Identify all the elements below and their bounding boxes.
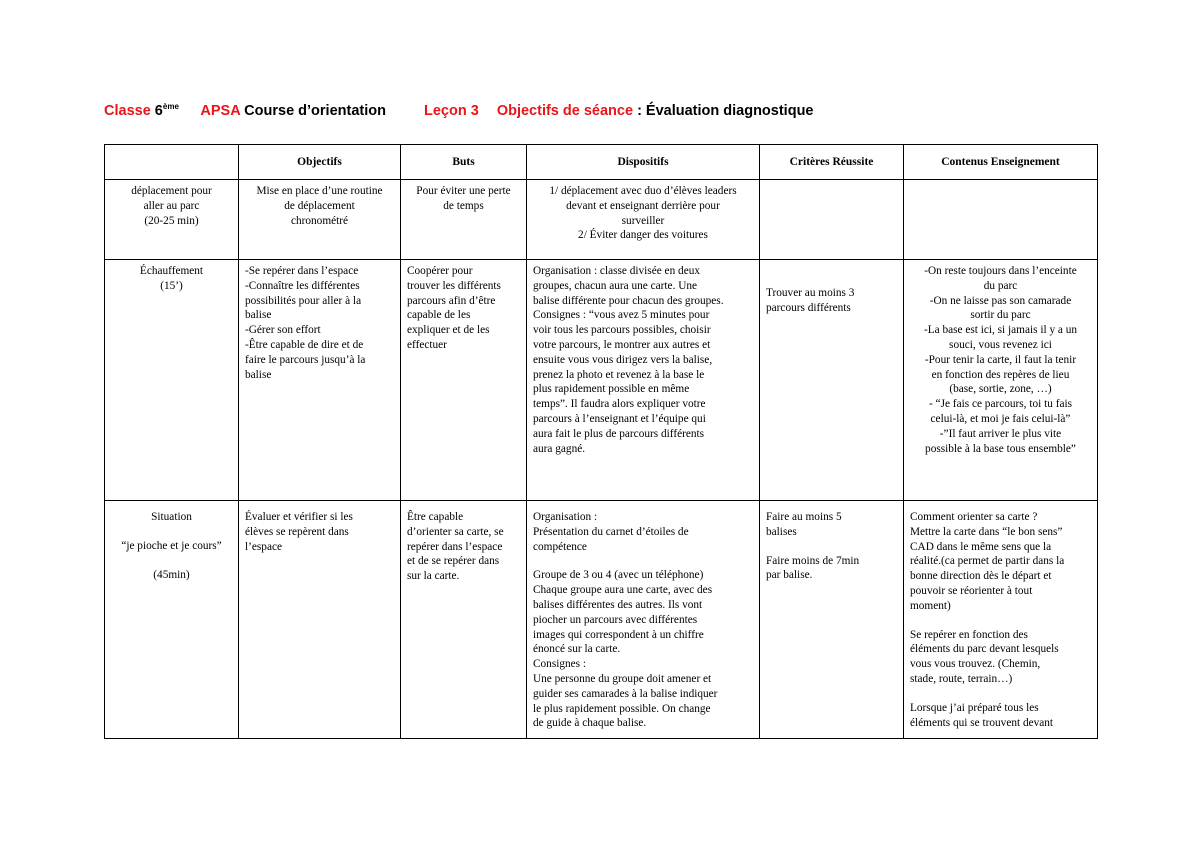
- table-row: [105, 501, 1098, 739]
- cell-line: temps”. Il faudra alors expliquer votre: [533, 398, 706, 411]
- cell: [401, 501, 527, 739]
- cell-line: éléments qui se trouvent devant: [910, 716, 1054, 729]
- cell-line: groupes, chacun aura une carte. Une: [533, 279, 698, 292]
- cell-line: éléments du parc devant lesquels: [910, 643, 1059, 656]
- cell: [105, 260, 239, 501]
- cell-line: “je pioche et je cours”: [121, 539, 222, 552]
- cell-line: -Pour tenir la carte, il faut la tenir: [924, 353, 1077, 366]
- cell-line: par balise.: [766, 569, 813, 582]
- cell-line: de déplacement: [284, 199, 355, 212]
- cell-line: élèves se repèrent dans: [245, 525, 349, 538]
- cell-line: souci, vous revenez ici: [949, 338, 1052, 351]
- cell: [904, 260, 1098, 501]
- cell-line: balise différente pour chacun des groupes.: [533, 294, 724, 307]
- cell-line: d’orienter sa carte, se: [407, 525, 504, 538]
- cell-line: possible à la base tous ensemble”: [925, 442, 1076, 455]
- header-dispositifs: Dispositifs: [527, 145, 760, 180]
- cell-line: bonne direction dès le départ et: [910, 570, 1052, 583]
- line-spacer: [111, 525, 232, 539]
- cell-line: (base, sortie, zone, …): [949, 383, 1052, 396]
- cell-line: piocher un parcours avec différentes: [533, 613, 698, 626]
- cell-line: en fonction des repères de lieu: [931, 368, 1070, 381]
- cell-line: balises: [766, 525, 797, 538]
- cell-line: énoncé sur la carte.: [533, 643, 621, 656]
- classe-superscript: ème: [162, 102, 179, 111]
- line-spacer: [766, 540, 897, 554]
- cell-line: -On reste toujours dans l’enceinte: [924, 265, 1077, 277]
- cell-line: guider ses camarades à la balise indiquer: [533, 687, 718, 700]
- cell-line: votre parcours, le montrer aux autres et: [533, 338, 711, 351]
- cell: [401, 260, 527, 501]
- cell-line: l’espace: [245, 540, 283, 553]
- cell-line: balise: [245, 309, 272, 322]
- cell-line: Comment orienter sa carte ?: [910, 511, 1038, 523]
- header-buts: Buts: [401, 145, 527, 180]
- cell-line: - “Je fais ce parcours, toi tu fais: [928, 398, 1073, 411]
- cell-line: expliquer et de les: [407, 324, 490, 337]
- cell-line: -On ne laisse pas son camarade: [929, 294, 1072, 307]
- cell-line: (15’): [160, 279, 183, 292]
- cell-line: moment): [910, 599, 951, 612]
- cell: [904, 180, 1098, 260]
- cell-line: -Gérer son effort: [245, 324, 321, 337]
- cell-line: Mettre la carte dans “le bon sens”: [910, 525, 1063, 538]
- cell: [527, 180, 760, 260]
- cell-line: prenez la photo et revenez à la base le: [533, 368, 705, 381]
- cell-line: voir tous les parcours possibles, choisir: [533, 324, 711, 337]
- cell-line: effectuer: [407, 338, 447, 351]
- table-row: [105, 180, 1098, 260]
- cell-line: -”Il faut arriver le plus vite: [939, 427, 1062, 440]
- lecon-label: Leçon 3: [424, 103, 479, 119]
- header-criteres: Critères Réussite: [760, 145, 904, 180]
- cell-line: (20-25 min): [144, 214, 199, 227]
- cell-line: aller au parc: [143, 199, 200, 212]
- cell-line: trouver les différents: [407, 279, 501, 292]
- cell-line: du parc: [983, 279, 1018, 292]
- cell-line: réalité.(ca permet de partir dans la: [910, 555, 1065, 568]
- cell-line: chronométré: [290, 214, 349, 227]
- cell: [105, 501, 239, 739]
- cell-line: 2/ Éviter danger des voitures: [578, 229, 708, 242]
- cell-line: Trouver au moins 3: [766, 287, 855, 299]
- apsa-label: APSA: [200, 103, 241, 119]
- cell-line: sur la carte.: [407, 570, 460, 583]
- cell-line: -Être capable de dire et de: [245, 338, 364, 351]
- cell-line: parcours afin d’être: [407, 294, 496, 307]
- line-spacer: [910, 687, 1091, 701]
- cell-line: Pour éviter une perte: [416, 185, 511, 197]
- line-spacer: [910, 614, 1091, 628]
- cell-line: le plus rapidement possible. On change: [533, 702, 711, 715]
- cell-line: parcours différents: [766, 301, 851, 314]
- cell: [105, 180, 239, 260]
- cell-line: Faire au moins 5: [766, 511, 842, 523]
- cell-line: plus rapidement possible en même: [533, 383, 690, 396]
- cell-line: Faire moins de 7min: [766, 554, 860, 567]
- line-spacer: [533, 554, 753, 568]
- cell-line: Lorsque j’ai préparé tous les: [910, 701, 1039, 714]
- cell-line: pouvoir se réorienter à tout: [910, 584, 1033, 597]
- cell: [760, 180, 904, 260]
- header-objectifs: Objectifs: [239, 145, 401, 180]
- cell-line: 1/ déplacement avec duo d’élèves leaders: [549, 185, 737, 197]
- cell-line: déplacement pour: [131, 185, 212, 197]
- cell-line: -La base est ici, si jamais il y a un: [923, 324, 1078, 337]
- cell-line: Organisation : classe divisée en deux: [533, 265, 701, 277]
- cell-line: Échauffement: [139, 265, 204, 277]
- cell: [760, 260, 904, 501]
- cell-line: Consignes : “vous avez 5 minutes pour: [533, 309, 710, 322]
- cell: [527, 260, 760, 501]
- cell-line: Mise en place d’une routine: [256, 185, 383, 197]
- cell-line: possibilités pour aller à la: [245, 294, 362, 307]
- header-empty: [105, 145, 239, 180]
- cell: [239, 501, 401, 739]
- cell-line: aura fait le plus de parcours différents: [533, 427, 705, 440]
- classe-label: Classe: [104, 103, 151, 119]
- cell-line: compétence: [533, 540, 587, 553]
- cell-line: de guide à chaque balise.: [533, 717, 647, 730]
- cell: [401, 180, 527, 260]
- cell-line: faire le parcours jusqu’à la: [245, 353, 366, 366]
- cell-line: balises différentes des autres. Ils vont: [533, 598, 703, 611]
- cell: [904, 501, 1098, 739]
- cell-line: Évaluer et vérifier si les: [245, 511, 353, 523]
- document-heading: [104, 102, 814, 119]
- cell-line: -Se repérer dans l’espace: [245, 265, 359, 277]
- cell-line: capable de les: [407, 309, 471, 322]
- cell-line: Se repérer en fonction des: [910, 628, 1028, 641]
- cell: [527, 501, 760, 739]
- cell-line: parcours à l’enseignant et l’équipe qui: [533, 412, 706, 425]
- cell-line: Une personne du groupe doit amener et: [533, 672, 712, 685]
- cell: [239, 260, 401, 501]
- cell-line: images qui correspondent à un chiffre: [533, 628, 704, 641]
- cell-line: Situation: [151, 511, 192, 523]
- cell-line: -Connaître les différentes: [245, 279, 360, 292]
- cell-line: Organisation :: [533, 511, 598, 523]
- cell-line: Coopérer pour: [407, 265, 473, 277]
- cell-line: repérer dans l’espace: [407, 540, 503, 553]
- cell-line: Consignes :: [533, 658, 587, 671]
- cell: [239, 180, 401, 260]
- cell: [760, 501, 904, 739]
- cell-line: Présentation du carnet d’étoiles de: [533, 525, 689, 538]
- cell-line: stade, route, terrain…): [910, 672, 1013, 685]
- cell-line: balise: [245, 368, 272, 381]
- cell-line: devant et enseignant derrière pour: [566, 199, 720, 212]
- cell-line: surveiller: [621, 214, 665, 227]
- cell-line: aura gagné.: [533, 442, 586, 455]
- cell-line: CAD dans le même sens que la: [910, 540, 1052, 553]
- cell-line: vous vous trouvez. (Chemin,: [910, 658, 1041, 671]
- cell-line: sortir du parc: [970, 309, 1031, 322]
- cell-line: Chaque groupe aura une carte, avec des: [533, 584, 713, 597]
- cell-line: ensuite vous vous dirigez vers la balise,: [533, 353, 713, 366]
- cell-line: Être capable: [407, 511, 464, 523]
- cell-line: et de se repérer dans: [407, 555, 500, 568]
- cell-line: Groupe de 3 ou 4 (avec un téléphone): [533, 569, 704, 582]
- cell-line: de temps: [443, 199, 484, 212]
- objectifs-label: Objectifs de séance: [496, 103, 634, 119]
- objectifs-value: : Évaluation diagnostique: [637, 103, 814, 119]
- cell-line: (45min): [153, 568, 190, 581]
- line-spacer: [111, 554, 232, 568]
- header-row: [105, 145, 1098, 180]
- cell-line: celui-là, et moi je fais celui-là”: [930, 412, 1071, 425]
- classe-value: 6ème: [154, 102, 179, 119]
- header-contenus: Contenus Enseignement: [904, 145, 1098, 180]
- lesson-table: [104, 144, 1098, 739]
- apsa-value: Course d’orientation: [244, 103, 386, 119]
- table-row: [105, 260, 1098, 501]
